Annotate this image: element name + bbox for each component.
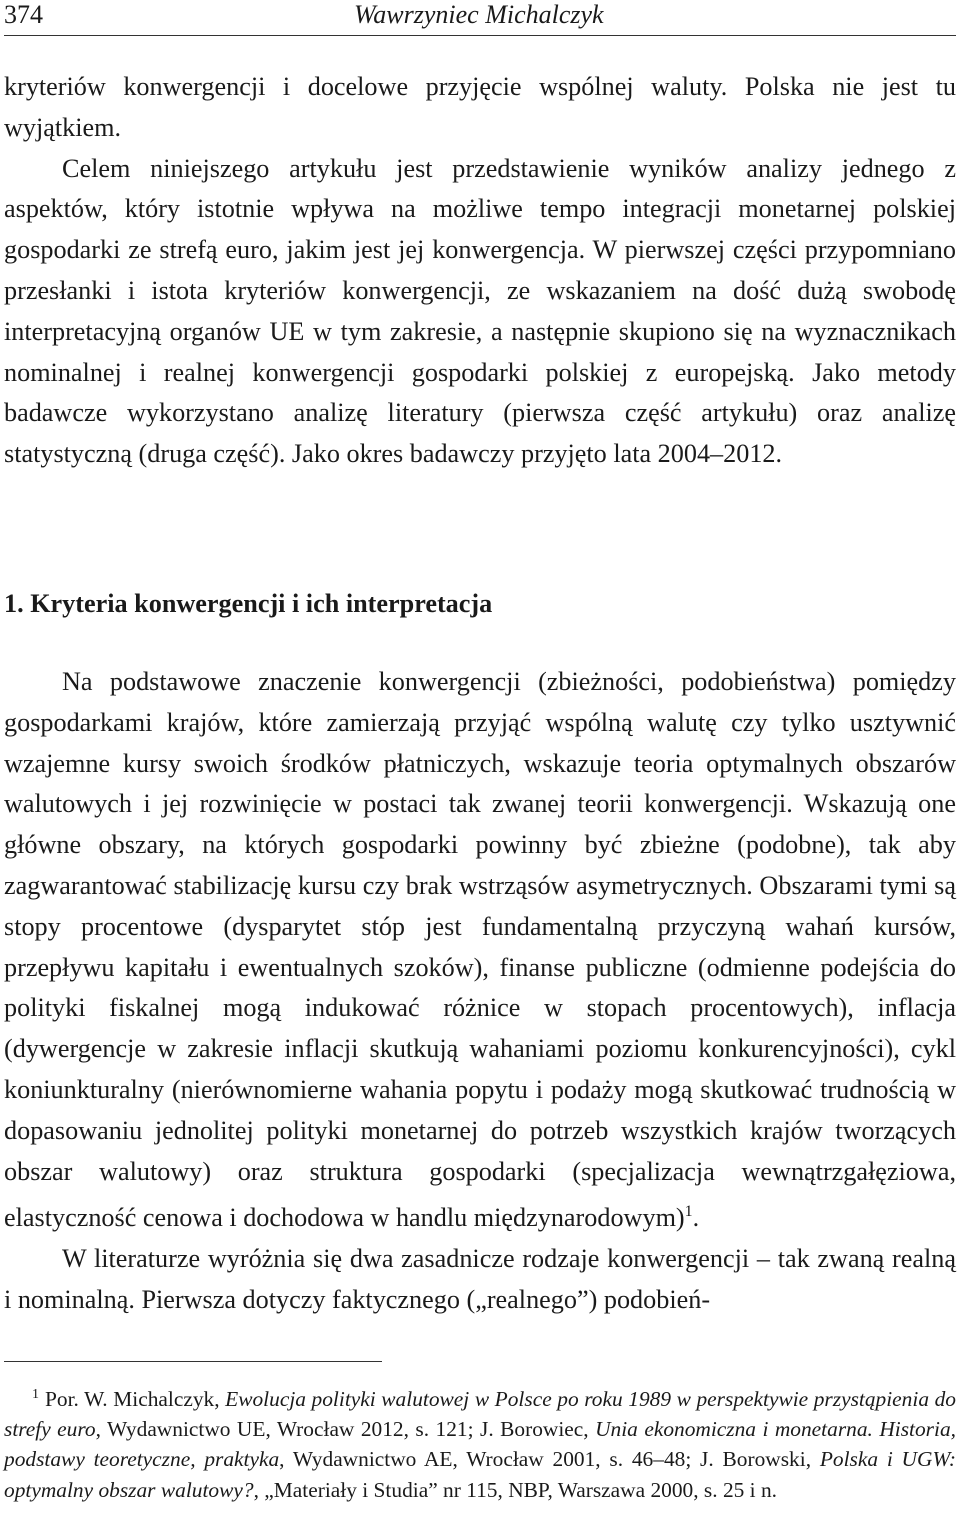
footnote-title: Polska i UGW: optymalny obszar walutowy? (4, 1447, 956, 1502)
intro-text (4, 67, 956, 475)
footnote-text: , „Materiały i Studia” nr 115, NBP, Warszawa 2000, s. 25 i n. (253, 1477, 778, 1502)
paragraph: kryteriów konwergencji i docelowe przyjęcie wspólnej waluty. Polska nie jest tu wyjątkiem. (4, 72, 956, 142)
footnote (4, 1380, 956, 1505)
paragraph (4, 662, 956, 1239)
running-header (4, 0, 956, 32)
page-number: 374 (4, 0, 43, 29)
paragraph: Celem niniejszego artykułu jest przedstawienie wyników analizy jednego z aspektów, który istotnie wpływa na możliwe tempo integracji monetarnej polskiej gospodarki ze strefą euro, jakim jest jej konwergencja. W pierwszej części przypomniano przesłanki i istota kryteriów konwergencji, ze wskazaniem na dość dużą swobodę interpretacyjną organów UE w tym zakresie, a następnie skupiono się na wyznacznikach nominalnej i realnej konwergencji gospodarki polskiej z europejską. Jako metody badawcze wykorzystano analizę literatury (pierwsza część artykułu) oraz analizę statystyczną (druga część). Jako okres badawczy przyjęto lata 2004–2012. (4, 153, 956, 469)
section-text (4, 662, 956, 1321)
footnote-text: , Wydawnictwo AE, Wrocław 2001, s. 46–48; J. Borowski, (279, 1447, 820, 1472)
paragraph: W literaturze wyróżnia się dwa zasadnicze rodzaje konwergencji – tak zwaną realną i nominalną. Pierwsza dotyczy faktycznego („realnego”) podobień- (4, 1244, 956, 1314)
section-heading: 1. Kryteria konwergencji i ich interpretacja (4, 589, 493, 618)
footnote-text: Por. W. Michalczyk, (45, 1387, 226, 1411)
footnote-rule (4, 1361, 382, 1362)
header-rule (4, 35, 956, 36)
paragraph-end: . (692, 1203, 700, 1233)
footnote-title: Unia ekonomiczna i monetarna. Historia, podstawy teoretyczne, praktyka (4, 1417, 956, 1472)
paragraph-text: Na podstawowe znaczenie konwergencji (zbieżności, podobieństwa) pomiędzy gospodarkami krajów, które zamierzają przyjąć wspólną walutę czy tylko usztywnić wzajemne kursy swoich środków płatniczych, wskazuje teoria optymalnych obszarów walutowych i jej rozwinięcie w postaci tak zwanej teorii konwergencji. Wskazują one główne obszary, na których gospodarki powinny być zbieżne (podobne), tak aby zagwarantować stabilizację kursu czy brak wstrząsów asymetrycznych. Obszarami tymi są stopy procentowe (dysparytet stóp jest fundamentalną przyczyną wahań kursów, przepływu kapitału i ewentualnych szoków), finanse publiczne (odmienne podejścia do polityki fiskalnej mogą indukować różnice w stopach procentowych), inflacja (dywergencje w zakresie inflacji skutkują wahaniami poziomu konkurencyjności), cykl koniunkturalny (nierównomierne wahania popytu i podaży mogą skutkować trudnością w dopasowaniu jednolitej polityki monetarnej do potrzeb wszystkich krajów tworzących obszar walutowy) oraz struktura gospodarki (specjalizacja wewnątrzgałęziowa, elastyczność cenowa i dochodowa w handlu międzynarodowym) (4, 667, 956, 1233)
footnote-mark: 1 (32, 1387, 39, 1402)
footnote-text: , Wydawnictwo UE, Wrocław 2012, s. 121; J. Borowiec, (95, 1417, 596, 1442)
footnote-reference[interactable]: 1 (684, 1203, 693, 1221)
footnote-title: Ewolucja polityki walutowej w Polsce po roku 1989 w perspektywie przystąpienia do strefy euro (4, 1387, 956, 1442)
running-head-author: Wawrzyniec Michalczyk (354, 0, 604, 29)
